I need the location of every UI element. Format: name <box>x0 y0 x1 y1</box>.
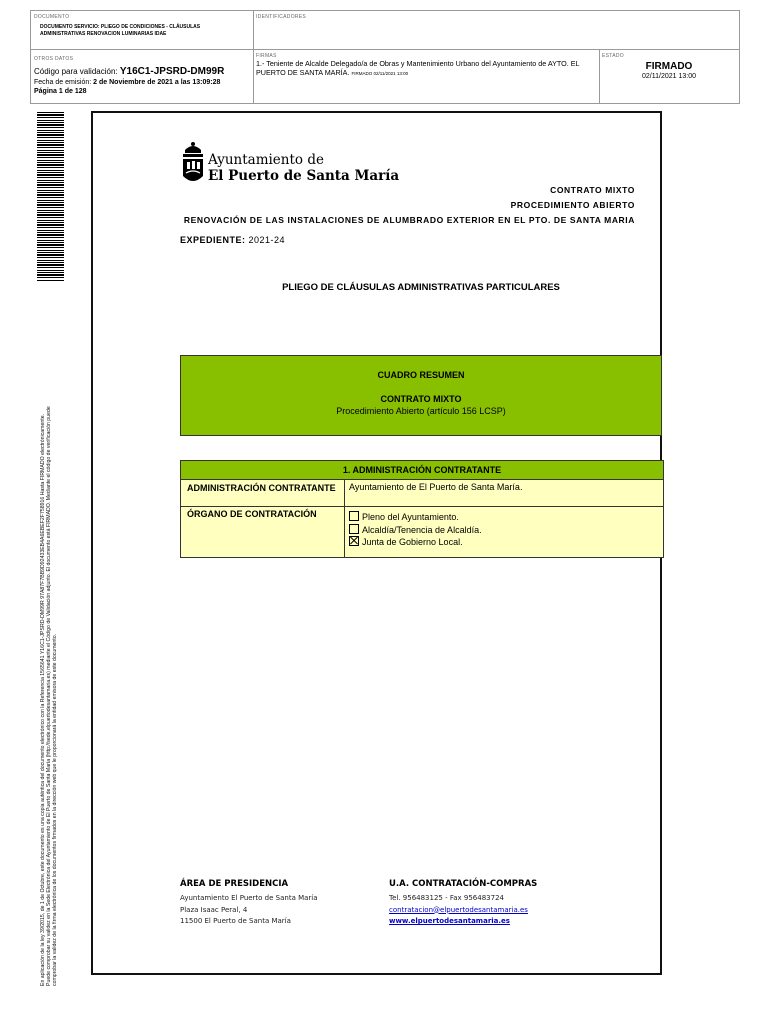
logo-line-2: El Puerto de Santa María <box>208 168 400 184</box>
procedimiento-title: PROCEDIMIENTO ABIERTO <box>510 200 635 210</box>
column-divider <box>344 479 345 557</box>
row1-label: ADMINISTRACIÓN CONTRATANTE <box>187 483 336 493</box>
codigo-line <box>34 66 224 77</box>
cuadro-resumen-box <box>180 355 662 436</box>
footer-left-title: ÁREA DE PRESIDENCIA <box>180 879 289 889</box>
firmas-cell <box>253 49 600 103</box>
administracion-table <box>180 460 664 558</box>
otros-datos-cell <box>31 49 254 103</box>
side-text-line-1: En aplicación de la ley 39/2015, de 1 de Octubre, este documento es una copia auténtica del documento electrónico con la Referencia 1565641 Y16C1-JPSRD-DM99R 97A87F7BB9D92433EB4A6EBEF2F758916 Hasta FIRMADO electrónicamente. <box>40 413 46 986</box>
footer-right-title: U.A. CONTRATACIÓN-COMPRAS <box>389 879 538 889</box>
firmas-caption: FIRMAS <box>256 53 277 59</box>
row1-value: Ayuntamiento de El Puerto de Santa María. <box>349 482 523 492</box>
expediente-label: EXPEDIENTE: <box>180 235 246 245</box>
option-pleno[interactable] <box>349 511 482 524</box>
firma-text: 1.- Teniente de Alcalde Delegado/a de Obras y Mantenimiento Urbano del Ayuntamiento de AYTO. EL PUERTO DE SANTA MARÍA. <box>256 59 580 77</box>
checked-checkbox-icon[interactable] <box>349 536 359 546</box>
documento-caption: DOCUMENTO <box>34 14 70 20</box>
table-header-row <box>181 461 663 480</box>
fecha-line <box>34 79 220 86</box>
footer-left-line: Plaza Isaac Peral, 4 <box>180 905 248 914</box>
identificadores-cell <box>253 11 739 50</box>
documento-cell <box>31 11 254 50</box>
estado-caption: ESTADO <box>602 53 624 59</box>
option-junta[interactable] <box>349 536 482 549</box>
documento-text: DOCUMENTO SERVICIO: PLIEGO DE CONDICIONES - CLÁUSULAS ADMINISTRATIVAS RENOVACION LUMINARIAS IDAE <box>40 24 201 37</box>
cuadro-contrato: CONTRATO MIXTO <box>380 394 462 404</box>
footer-left-line: Ayuntamiento El Puerto de Santa María <box>180 894 318 902</box>
row-divider <box>181 506 663 507</box>
barcode <box>37 112 64 282</box>
option-label: Pleno del Ayuntamiento. <box>362 512 459 522</box>
estado-date: 02/11/2021 13:00 <box>642 73 696 80</box>
identificadores-caption: IDENTIFICADORES <box>256 14 307 20</box>
side-text-line-2: Puede comprobar su validez en la Sede Electrónica del Ayuntamiento de El Puerto de Santa María (http://sede.elpuertodesantamaria.es) mediante el Código de Validación adjunto. El documento está FIRMADO. Mediante el código de verificación puede <box>46 406 53 986</box>
contrato-title: CONTRATO MIXTO <box>550 185 635 195</box>
estado-cell <box>599 49 739 103</box>
expediente-value: 2021-24 <box>248 235 286 245</box>
codigo-value: Y16C1-JPSRD-DM99R <box>119 66 225 77</box>
footer-right-contact <box>389 893 528 928</box>
fecha-label: Fecha de emisión: <box>34 79 92 86</box>
checkbox-icon[interactable] <box>349 511 359 521</box>
firma-small: FIRMADO 02/11/2021 13:00 <box>351 70 409 76</box>
cuadro-procedimiento: Procedimiento Abierto (artículo 156 LCSP) <box>336 406 506 416</box>
fecha-value: 2 de Noviembre de 2021 a las 13:09:28 <box>93 79 221 86</box>
pagina-label: Página 1 de 128 <box>34 88 87 95</box>
validation-header <box>30 10 740 104</box>
row2-label: ÓRGANO DE CONTRATACIÓN <box>187 509 317 519</box>
logo-line-1: Ayuntamiento de <box>208 152 324 168</box>
option-alcaldia[interactable] <box>349 524 482 537</box>
option-label: Junta de Gobierno Local. <box>362 537 463 547</box>
otros-datos-caption: OTROS DATOS <box>34 56 74 62</box>
firma-entry <box>256 60 596 78</box>
option-label: Alcaldía/Tenencia de Alcaldía. <box>362 524 482 535</box>
footer-phone: Tel. 956483125 - Fax 956483724 <box>389 894 504 902</box>
coat-of-arms-icon <box>181 140 205 188</box>
organo-options <box>349 511 482 549</box>
footer-web-link[interactable]: www.elpuertodesantamaria.es <box>389 917 510 925</box>
side-legal-text <box>40 276 59 986</box>
table-title: 1. ADMINISTRACIÓN CONTRATANTE <box>342 465 502 475</box>
expediente-line <box>180 235 285 245</box>
codigo-label: Código para validación: <box>34 67 118 76</box>
footer-email-link[interactable]: contratacion@elpuertodesantamaria.es <box>389 905 528 914</box>
footer-left-address <box>180 893 318 928</box>
side-text-line-3: comprobar la validez de la firma electrónica de los documentos firmados en la dirección web que le proporcionará la entidad emisora de este documento. <box>52 633 59 986</box>
checkbox-icon[interactable] <box>349 524 359 534</box>
cuadro-title: CUADRO RESUMEN <box>377 370 465 380</box>
pliego-title: PLIEGO DE CLÁUSULAS ADMINISTRATIVAS PARTICULARES <box>282 282 560 293</box>
estado-value: FIRMADO <box>645 61 693 72</box>
footer-left-line: 11500 El Puerto de Santa María <box>180 917 291 925</box>
renovacion-title: RENOVACIÓN DE LAS INSTALACIONES DE ALUMBRADO EXTERIOR EN EL PTO. DE SANTA MARIA <box>183 215 635 225</box>
